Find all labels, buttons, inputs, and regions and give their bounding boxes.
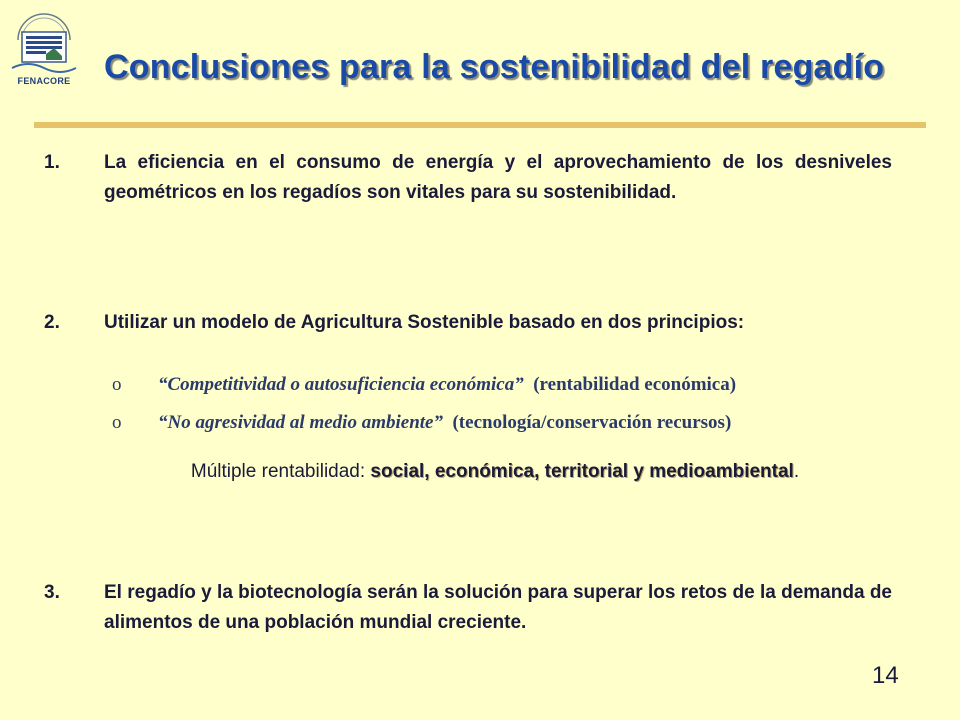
- conclusion-item-1: [44, 148, 892, 208]
- principle-item-1: [112, 374, 902, 396]
- summary-highlight: social, económica, territorial y medioambiental: [370, 461, 794, 482]
- item-text: La eficiencia en el consumo de energía y el aprovechamiento de los desniveles geométricos en los regadíos son vitales para su sostenibilidad.: [104, 152, 892, 203]
- item-number: 1.: [44, 152, 60, 173]
- bullet-icon: o: [112, 412, 122, 433]
- item-number: 3.: [44, 582, 60, 603]
- principle-quote: “No agresividad al medio ambiente”: [158, 412, 443, 433]
- item-text: El regadío y la biotecnología serán la solución para superar los retos de la demanda de alimentos de una población mundial creciente.: [104, 582, 892, 633]
- principle-note: (tecnología/conservación recursos): [452, 412, 732, 433]
- summary-end: .: [793, 461, 800, 482]
- title-divider: [34, 122, 926, 128]
- conclusion-item-2: [44, 308, 892, 338]
- logo-label: FENACORE: [17, 76, 71, 86]
- page-number: 14: [872, 662, 899, 689]
- principle-item-2: [112, 412, 902, 434]
- page-title: Conclusiones para la sostenibilidad del regadío: [104, 48, 885, 86]
- fenacore-logo: [8, 10, 80, 94]
- summary-lead: Múltiple rentabilidad:: [190, 461, 371, 482]
- fenacore-emblem: [8, 10, 80, 76]
- item-text: Utilizar un modelo de Agricultura Sostenible basado en dos principios:: [104, 312, 745, 333]
- multiple-profitability-summary: [150, 458, 840, 486]
- principle-note: (rentabilidad económica): [533, 374, 737, 395]
- item-number: 2.: [44, 312, 60, 333]
- conclusion-item-3: [44, 578, 892, 638]
- bullet-icon: o: [112, 374, 122, 395]
- principle-quote: “Competitividad o autosuficiencia económica”: [158, 374, 524, 395]
